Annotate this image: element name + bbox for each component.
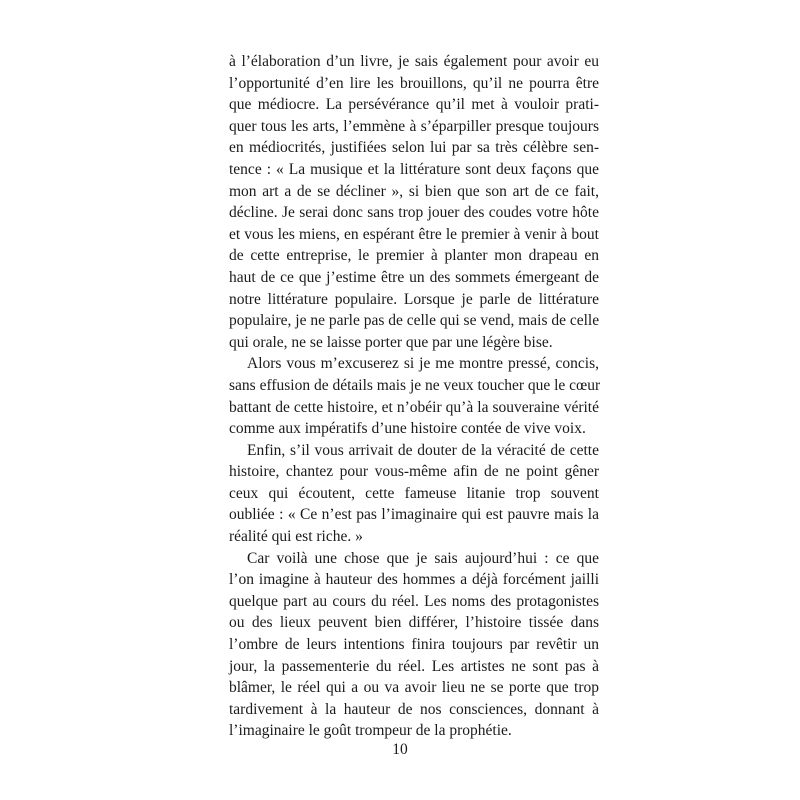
text-line: quelque part au cours du réel. Les noms des protagonistes: [229, 592, 599, 610]
text-line: comme aux impératifs d’une histoire contée de vive voix.: [229, 420, 586, 438]
text-line: sans effusion de détails mais je ne veux toucher que le cœur: [229, 376, 601, 394]
text-line: l’opportunité d’en lire les brouillons, qu’il ne pourra être: [229, 74, 599, 92]
text-line: quer tous les arts, l’emmène à s’éparpiller presque toujours: [229, 117, 599, 135]
paragraph: [229, 440, 599, 548]
text-line: l’on imagine à hauteur des hommes a déjà forcément jailli: [229, 571, 599, 589]
text-line: et vous les miens, en espérant être le premier à venir à bout: [229, 225, 599, 243]
text-line: populaire, je ne parle pas de celle qui se vend, mais de celle: [229, 312, 600, 330]
text-line: tardivement à la hauteur de nos consciences, donnant à: [229, 700, 599, 718]
text-line: de cette entreprise, le premier à planter mon drapeau en: [229, 247, 599, 265]
page-number: 10: [392, 741, 408, 758]
text-line: à l’élaboration d’un livre, je sais également pour avoir eu: [229, 53, 599, 70]
text-line: l’imaginaire le goût trompeur de la prophétie.: [229, 722, 512, 740]
paragraph: [229, 548, 599, 742]
text-line: en médiocrités, justifiées selon lui par sa très célèbre sen-: [229, 139, 599, 157]
text-line: histoire, chantez pour vous-même afin de ne point gêner: [229, 463, 599, 481]
text-line: ou des lieux peuvent bien différer, l’histoire tissée dans: [229, 614, 599, 632]
text-line: jour, la passementerie du réel. Les artistes ne sont pas à: [229, 657, 599, 675]
text-line: que médiocre. La persévérance qu’il met à vouloir prati-: [229, 96, 599, 114]
text-line: Car voilà une chose que je sais aujourd’hui : ce que: [247, 549, 599, 567]
text-line: décline. Je serai donc sans trop jouer des coudes votre hôte: [229, 204, 599, 222]
paragraph: [229, 353, 599, 439]
text-line: notre littérature populaire. Lorsque je parle de littérature: [229, 290, 599, 308]
text-line: battant de cette histoire, et n’obéir qu’à la souveraine vérité: [229, 398, 599, 416]
text-line: Alors vous m’excuserez si je me montre pressé, concis,: [247, 355, 599, 373]
text-line: haut de ce que j’estime être un des sommets émergeant de: [229, 268, 599, 286]
text-line: l’ombre de leurs intentions finira toujours par revêtir un: [229, 636, 599, 654]
text-line: oubliée : « Ce n’est pas l’imaginaire qui est pauvre mais la: [229, 506, 599, 524]
text-line: ceux qui écoutent, cette fameuse litanie trop souvent: [229, 484, 599, 502]
text-line: qui orale, ne se laisse porter que par une légère bise.: [229, 333, 553, 351]
text-line: Enfin, s’il vous arrivait de douter de la véracité de cette: [247, 441, 599, 459]
text-line: blâmer, le réel qui a ou va avoir lieu ne se porte que trop: [229, 679, 599, 697]
text-line: tence : « La musique et la littérature sont deux façons que: [229, 160, 599, 178]
body-text: [229, 51, 599, 742]
text-line: mon art a de se décliner », si bien que son art de ce fait,: [229, 182, 599, 200]
paragraph: [229, 51, 599, 353]
text-line: réalité qui est riche. »: [229, 528, 363, 546]
